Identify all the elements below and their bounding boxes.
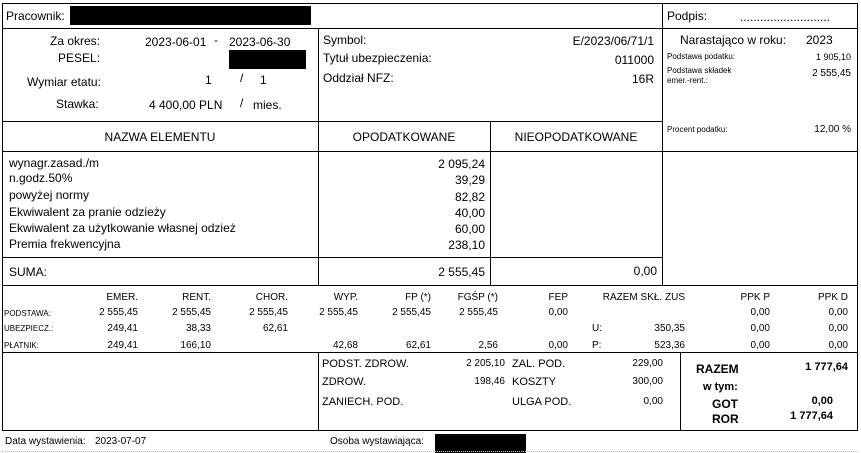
sum-untaxed: 0,00 xyxy=(633,264,657,278)
col-header-name: NAZWA ELEMENTU xyxy=(104,130,216,144)
pesel-label: PESEL: xyxy=(58,51,101,65)
zus-row-label: UBEZPIECZ.: xyxy=(4,324,54,333)
zus-value: 42,68 xyxy=(332,340,358,351)
divider xyxy=(662,3,663,152)
zus-value: 523,36 xyxy=(654,340,685,351)
divider xyxy=(2,257,662,258)
ytd-year: 2023 xyxy=(806,33,833,47)
divider xyxy=(680,352,681,431)
ytd-contrib-base-label: emer.-rent.: xyxy=(667,76,708,85)
relief-label: ULGA POD. xyxy=(512,396,572,408)
rate-separator: / xyxy=(240,96,244,110)
bottom-dotted-line xyxy=(2,451,858,452)
zus-value: 62,61 xyxy=(405,340,431,351)
health-base-label: PODST. ZDROW. xyxy=(322,358,409,370)
costs-value: 300,00 xyxy=(632,376,663,387)
zus-value: 0,00 xyxy=(548,340,568,351)
fte-separator: / xyxy=(240,71,244,85)
fte-numerator: 1 xyxy=(205,73,212,87)
element-name: Premia frekwencyjna xyxy=(9,237,121,251)
zus-value: 62,61 xyxy=(262,323,288,334)
element-taxed: 60,00 xyxy=(454,222,485,236)
element-taxed: 39,29 xyxy=(454,173,485,187)
advance-value: 229,00 xyxy=(632,358,663,369)
health-label: ZDROW. xyxy=(322,376,366,388)
zus-value: 2 555,45 xyxy=(392,307,431,318)
ytd-tax-base-value: 1 905,10 xyxy=(815,52,851,62)
tax-percent-value: 12,00 % xyxy=(814,124,851,135)
period-label: Za okres: xyxy=(50,34,101,48)
fte-denominator: 1 xyxy=(260,73,267,87)
rate-unit: mies. xyxy=(253,98,282,112)
col-header-taxed: OPODATKOWANE xyxy=(352,130,456,144)
zus-header: EMER. xyxy=(106,292,138,303)
divider xyxy=(318,352,319,431)
zus-value: 2 555,45 xyxy=(172,307,211,318)
relief-value: 0,00 xyxy=(643,396,663,407)
fte-label: Wymiar etatu: xyxy=(27,75,101,89)
zus-value: 38,33 xyxy=(185,323,211,334)
zus-header: WYP. xyxy=(333,292,358,303)
zus-header: FGŚP (*) xyxy=(457,292,498,303)
sum-label: SUMA: xyxy=(9,265,48,279)
rate-value: 4 400,00 PLN xyxy=(149,98,223,112)
zus-value: 350,35 xyxy=(654,323,685,334)
zus-value: 0,00 xyxy=(750,307,770,318)
zus-value: 0,00 xyxy=(750,323,770,334)
divider xyxy=(490,121,491,286)
zus-value: 2,56 xyxy=(478,340,498,351)
symbol-value: E/2023/06/71/1 xyxy=(572,34,654,48)
issue-date-value: 2023-07-07 xyxy=(95,436,147,447)
advance-label: ZAL. POD. xyxy=(512,358,566,370)
zus-header: RAZEM SKŁ. ZUS xyxy=(602,292,685,303)
element-name: n.godz.50% xyxy=(9,171,73,185)
cash-value: 0,00 xyxy=(811,395,833,407)
zus-value: 0,00 xyxy=(828,340,848,351)
ytd-tax-base-label: Podstawa podatku: xyxy=(667,52,736,61)
rate-label: Stawka: xyxy=(56,97,99,111)
redacted-pesel xyxy=(229,50,306,69)
issue-date-label: Data wystawienia: xyxy=(5,436,86,447)
element-name: wynagr.zasad./m xyxy=(9,156,100,170)
insurance-label: Tytuł ubezpieczenia: xyxy=(323,51,432,65)
transfer-label: ROR xyxy=(712,412,739,426)
including-label: w tym: xyxy=(703,381,738,393)
zus-value: 0,00 xyxy=(548,307,568,318)
element-taxed: 2 095,24 xyxy=(438,157,485,171)
net-total-label: RAZEM xyxy=(696,362,739,376)
ytd-title: Narastająco w roku: xyxy=(680,33,787,47)
zus-value: 249,41 xyxy=(107,323,138,334)
zus-value: 2 555,45 xyxy=(249,307,288,318)
period-from: 2023-06-01 xyxy=(145,35,207,49)
ytd-contrib-base-label: Podstawa składek xyxy=(667,66,732,75)
zus-header: CHOR. xyxy=(255,292,288,303)
element-taxed: 40,00 xyxy=(454,206,485,220)
redacted-employee-name xyxy=(70,6,311,25)
element-name: powyżej normy xyxy=(9,188,90,202)
zus-total-label: P: xyxy=(592,340,602,351)
nfz-value: 16R xyxy=(631,72,654,86)
zus-value: 166,10 xyxy=(180,340,211,351)
employee-label: Pracownik: xyxy=(6,9,65,23)
tax-percent-label: Procent podatku: xyxy=(667,125,728,134)
divider xyxy=(318,28,319,286)
symbol-label: Symbol: xyxy=(323,33,367,47)
signature-label: Podpis: xyxy=(667,9,708,23)
health-waived-label: ZANIECH. POD. xyxy=(322,396,404,408)
period-separator: - xyxy=(214,33,218,47)
zus-header: PPK P xyxy=(740,292,770,303)
costs-label: KOSZTY xyxy=(512,376,557,388)
divider xyxy=(2,28,858,29)
divider xyxy=(662,151,663,286)
zus-value: 2 555,45 xyxy=(459,307,498,318)
insurance-value: 011000 xyxy=(614,53,654,67)
issuer-label: Osoba wystawiająca: xyxy=(330,436,424,447)
element-taxed: 82,82 xyxy=(454,190,485,204)
divider xyxy=(2,151,858,152)
cash-label: GOT xyxy=(712,397,738,411)
element-name: Ekwiwalent za użytkowanie własnej odzież xyxy=(9,221,236,235)
period-to: 2023-06-30 xyxy=(229,35,291,49)
zus-value: 2 555,45 xyxy=(99,307,138,318)
zus-value: 0,00 xyxy=(828,307,848,318)
zus-header: PPK D xyxy=(817,292,848,303)
element-taxed: 238,10 xyxy=(448,238,485,252)
zus-row-label: PODSTAWA: xyxy=(4,309,51,318)
net-total-value: 1 777,64 xyxy=(805,361,848,373)
zus-value: 0,00 xyxy=(828,323,848,334)
zus-row-label: PŁATNIK: xyxy=(4,341,39,350)
zus-header: RENT. xyxy=(182,292,211,303)
signature-line: ........................... xyxy=(740,10,831,24)
zus-value: 249,41 xyxy=(107,340,138,351)
divider xyxy=(2,285,858,286)
element-name: Ekwiwalent za pranie odzieży xyxy=(9,205,166,219)
zus-header: FP (*) xyxy=(405,292,431,303)
zus-value: 2 555,45 xyxy=(319,307,358,318)
zus-value: 0,00 xyxy=(750,340,770,351)
transfer-value: 1 777,64 xyxy=(790,410,833,422)
ytd-contrib-base-value: 2 555,45 xyxy=(812,68,851,79)
zus-total-label: U: xyxy=(592,323,602,334)
nfz-label: Oddział NFZ: xyxy=(323,71,394,85)
health-value: 198,46 xyxy=(474,376,505,387)
health-base-value: 2 205,10 xyxy=(466,358,505,369)
divider xyxy=(2,352,858,353)
sum-taxed: 2 555,45 xyxy=(438,265,485,279)
zus-header: FEP xyxy=(548,292,568,303)
col-header-untaxed: NIEOPODATKOWANE xyxy=(514,130,638,144)
divider xyxy=(2,121,662,122)
